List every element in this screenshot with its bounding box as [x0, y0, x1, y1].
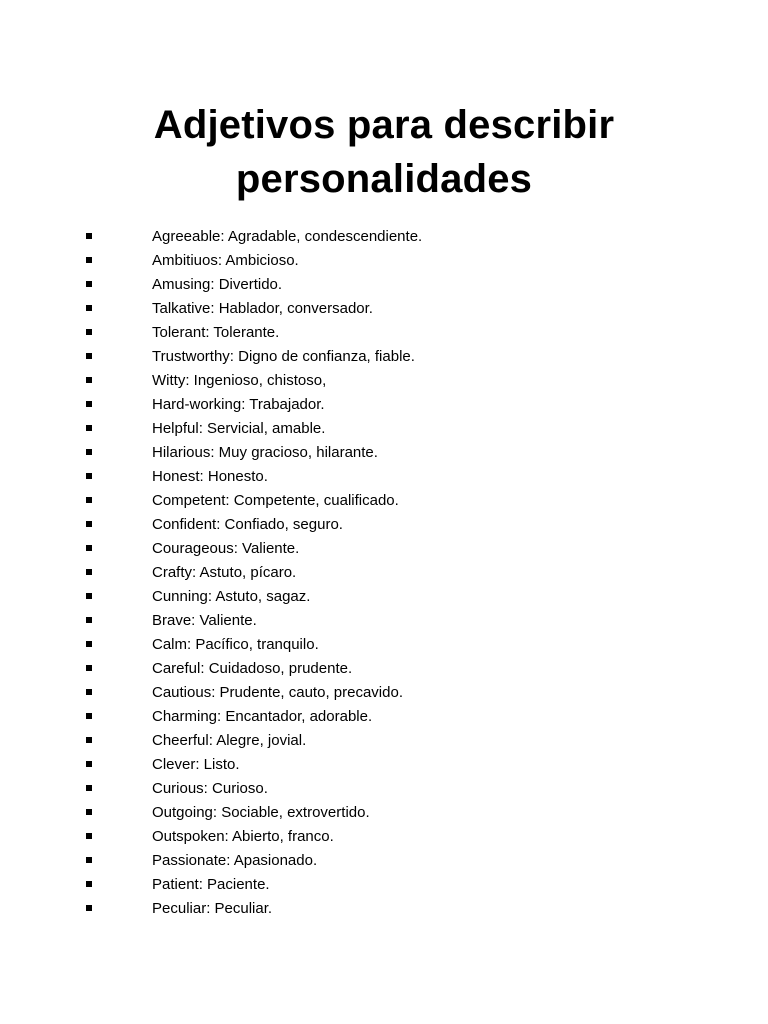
- square-bullet-icon: [86, 401, 92, 407]
- list-item: [0, 633, 768, 657]
- list-item: [0, 777, 768, 801]
- square-bullet-icon: [86, 377, 92, 383]
- list-item: [0, 465, 768, 489]
- square-bullet-icon: [86, 449, 92, 455]
- square-bullet-icon: [86, 329, 92, 335]
- square-bullet-icon: [86, 521, 92, 527]
- page-title: [0, 98, 768, 206]
- list-item: [0, 441, 768, 465]
- square-bullet-icon: [86, 593, 92, 599]
- list-item: [0, 393, 768, 417]
- list-item: [0, 729, 768, 753]
- square-bullet-icon: [86, 713, 92, 719]
- list-item-text: Clever: Listo.: [152, 756, 240, 773]
- list-item: [0, 825, 768, 849]
- list-item-text: Outspoken: Abierto, franco.: [152, 828, 334, 845]
- list-item-text: Helpful: Servicial, amable.: [152, 420, 326, 437]
- square-bullet-icon: [86, 881, 92, 887]
- list-item-text: Cautious: Prudente, cauto, precavido.: [152, 684, 403, 701]
- square-bullet-icon: [86, 857, 92, 863]
- list-item: [0, 345, 768, 369]
- square-bullet-icon: [86, 809, 92, 815]
- list-item-text: Talkative: Hablador, conversador.: [152, 300, 373, 317]
- list-item-text: Confident: Confiado, seguro.: [152, 516, 343, 533]
- list-item-text: Honest: Honesto.: [152, 468, 268, 485]
- list-item-text: Cunning: Astuto, sagaz.: [152, 588, 311, 605]
- list-item-text: Brave: Valiente.: [152, 612, 257, 629]
- list-item: [0, 297, 768, 321]
- square-bullet-icon: [86, 545, 92, 551]
- list-item: [0, 681, 768, 705]
- page-title-line-1: Adjetivos para describir: [153, 103, 615, 147]
- page-title-line-2: personalidades: [235, 157, 533, 201]
- square-bullet-icon: [86, 569, 92, 575]
- square-bullet-icon: [86, 497, 92, 503]
- list-item-text: Careful: Cuidadoso, prudente.: [152, 660, 353, 677]
- list-item: [0, 873, 768, 897]
- list-item-text: Witty: Ingenioso, chistoso,: [152, 372, 327, 389]
- square-bullet-icon: [86, 233, 92, 239]
- list-item-text: Charming: Encantador, adorable.: [152, 708, 373, 725]
- square-bullet-icon: [86, 353, 92, 359]
- list-item-text: Passionate: Apasionado.: [152, 852, 318, 869]
- list-item: [0, 321, 768, 345]
- square-bullet-icon: [86, 257, 92, 263]
- list-item: [0, 369, 768, 393]
- list-item: [0, 417, 768, 441]
- list-item: [0, 561, 768, 585]
- square-bullet-icon: [86, 281, 92, 287]
- list-item: [0, 705, 768, 729]
- list-item: [0, 753, 768, 777]
- square-bullet-icon: [86, 425, 92, 431]
- square-bullet-icon: [86, 305, 92, 311]
- list-item-text: Cheerful: Alegre, jovial.: [152, 732, 307, 749]
- list-item-text: Ambitiuos: Ambicioso.: [152, 252, 299, 269]
- square-bullet-icon: [86, 785, 92, 791]
- list-item-text: Hilarious: Muy gracioso, hilarante.: [152, 444, 378, 461]
- square-bullet-icon: [86, 641, 92, 647]
- list-item: [0, 585, 768, 609]
- list-item-text: Patient: Paciente.: [152, 876, 270, 893]
- square-bullet-icon: [86, 689, 92, 695]
- list-item-text: Trustworthy: Digno de confianza, fiable.: [152, 348, 415, 365]
- list-item-text: Curious: Curioso.: [152, 780, 268, 797]
- list-item: [0, 273, 768, 297]
- list-item-text: Agreeable: Agradable, condescendiente.: [152, 228, 423, 245]
- adjective-list: [0, 225, 768, 921]
- list-item-text: Amusing: Divertido.: [152, 276, 283, 293]
- square-bullet-icon: [86, 473, 92, 479]
- list-item: [0, 249, 768, 273]
- square-bullet-icon: [86, 737, 92, 743]
- list-item-text: Peculiar: Peculiar.: [152, 900, 273, 917]
- square-bullet-icon: [86, 617, 92, 623]
- square-bullet-icon: [86, 833, 92, 839]
- list-item: [0, 801, 768, 825]
- list-item: [0, 225, 768, 249]
- list-item: [0, 513, 768, 537]
- square-bullet-icon: [86, 761, 92, 767]
- list-item: [0, 609, 768, 633]
- list-item-text: Competent: Competente, cualificado.: [152, 492, 399, 509]
- list-item: [0, 849, 768, 873]
- list-item-text: Calm: Pacífico, tranquilo.: [152, 636, 319, 653]
- list-item-text: Crafty: Astuto, pícaro.: [152, 564, 297, 581]
- list-item: [0, 537, 768, 561]
- square-bullet-icon: [86, 905, 92, 911]
- list-item-text: Outgoing: Sociable, extrovertido.: [152, 804, 370, 821]
- list-item-text: Tolerant: Tolerante.: [152, 324, 280, 341]
- list-item-text: Hard-working: Trabajador.: [152, 396, 325, 413]
- list-item: [0, 489, 768, 513]
- list-item: [0, 657, 768, 681]
- list-item: [0, 897, 768, 921]
- square-bullet-icon: [86, 665, 92, 671]
- list-item-text: Courageous: Valiente.: [152, 540, 300, 557]
